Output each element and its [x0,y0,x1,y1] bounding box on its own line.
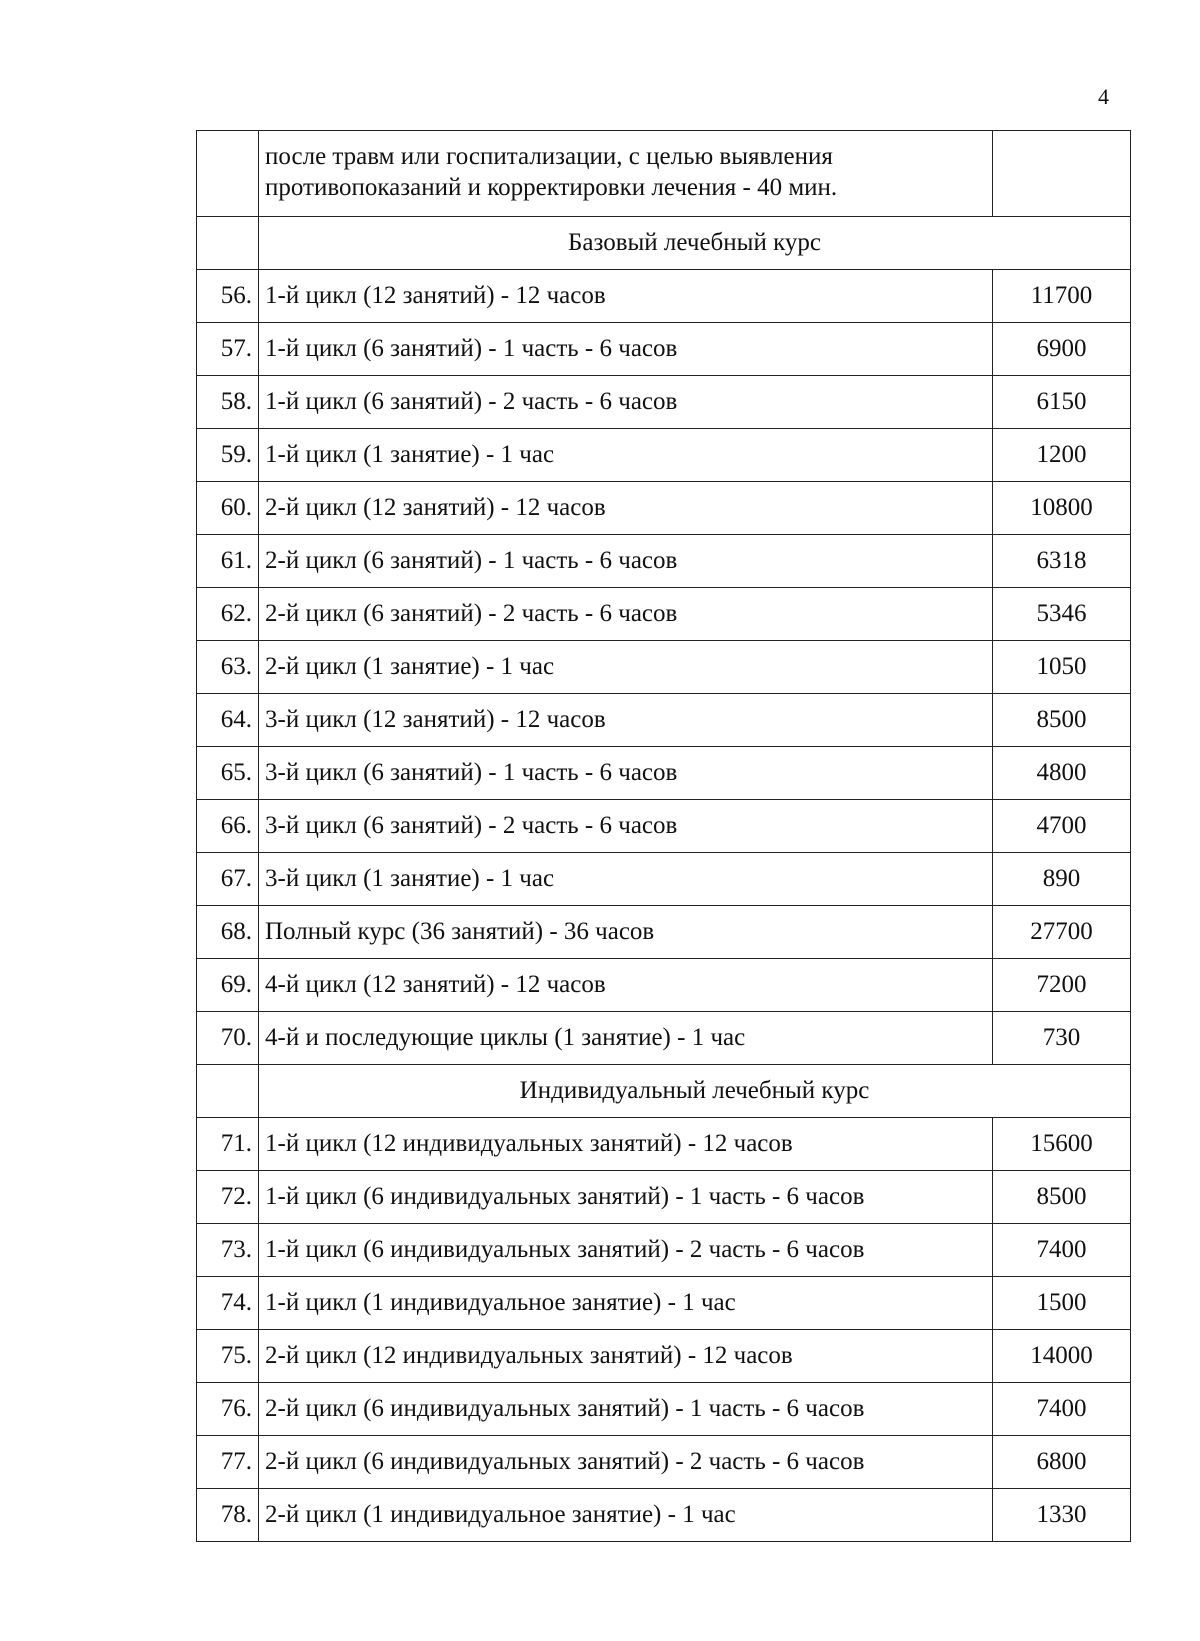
row-number: 78. [197,1489,259,1542]
row-price: 11700 [993,270,1131,323]
page-number: 4 [1098,84,1109,109]
row-number: 65. [197,747,259,800]
row-price: 8500 [993,1171,1131,1224]
row-number: 59. [197,429,259,482]
row-price: 890 [993,853,1131,906]
row-description: 3-й цикл (6 занятий) - 2 часть - 6 часов [259,800,993,853]
continuation-num-cell [197,131,259,217]
row-price: 8500 [993,694,1131,747]
row-price: 7400 [993,1224,1131,1277]
table-row [197,906,1131,959]
row-price: 5346 [993,588,1131,641]
section-title: Базовый лечебный курс [259,217,1131,270]
row-description: 1-й цикл (6 индивидуальных занятий) - 1 часть - 6 часов [259,1171,993,1224]
row-description: 1-й цикл (1 индивидуальное занятие) - 1 час [259,1277,993,1330]
row-description: Полный курс (36 занятий) - 36 часов [259,906,993,959]
table-row [197,1489,1131,1542]
row-description: 2-й цикл (12 индивидуальных занятий) - 12 часов [259,1330,993,1383]
continuation-description-line1: после травм или госпитализации, с целью выявления [265,143,833,170]
row-price: 14000 [993,1330,1131,1383]
row-description: 2-й цикл (1 занятие) - 1 час [259,641,993,694]
row-number: 56. [197,270,259,323]
row-price: 15600 [993,1118,1131,1171]
row-description: 2-й цикл (6 индивидуальных занятий) - 2 часть - 6 часов [259,1436,993,1489]
row-description: 3-й цикл (1 занятие) - 1 час [259,853,993,906]
row-price: 730 [993,1012,1131,1065]
table-row [197,1436,1131,1489]
section-header-num-cell [197,217,259,270]
row-number: 73. [197,1224,259,1277]
continuation-description [259,131,993,217]
row-description: 2-й цикл (6 занятий) - 1 часть - 6 часов [259,535,993,588]
table-row [197,1330,1131,1383]
table-row [197,853,1131,906]
row-number: 60. [197,482,259,535]
price-table-body [197,131,1131,1542]
row-number: 57. [197,323,259,376]
row-number: 69. [197,959,259,1012]
row-price: 1500 [993,1277,1131,1330]
row-description: 1-й цикл (6 занятий) - 1 часть - 6 часов [259,323,993,376]
row-price: 4800 [993,747,1131,800]
table-row [197,429,1131,482]
table-row [197,1012,1131,1065]
row-description: 2-й цикл (12 занятий) - 12 часов [259,482,993,535]
row-price: 27700 [993,906,1131,959]
row-number: 76. [197,1383,259,1436]
row-number: 58. [197,376,259,429]
row-description: 4-й и последующие циклы (1 занятие) - 1 час [259,1012,993,1065]
table-row [197,800,1131,853]
table-row [197,641,1131,694]
row-number: 66. [197,800,259,853]
table-row [197,270,1131,323]
row-price: 6900 [993,323,1131,376]
section-header-num-cell [197,1065,259,1118]
table-row [197,1118,1131,1171]
row-price: 6150 [993,376,1131,429]
table-row [197,1171,1131,1224]
table-row [197,1383,1131,1436]
row-price: 1050 [993,641,1131,694]
table-row [197,535,1131,588]
row-price: 1200 [993,429,1131,482]
row-number: 77. [197,1436,259,1489]
price-table [196,130,1131,1542]
row-price: 1330 [993,1489,1131,1542]
continuation-row [197,131,1131,217]
table-row [197,323,1131,376]
row-number: 63. [197,641,259,694]
row-description: 1-й цикл (12 индивидуальных занятий) - 12 часов [259,1118,993,1171]
row-description: 1-й цикл (12 занятий) - 12 часов [259,270,993,323]
row-description: 1-й цикл (6 занятий) - 2 часть - 6 часов [259,376,993,429]
section-header-row [197,217,1131,270]
row-price: 6318 [993,535,1131,588]
row-price: 6800 [993,1436,1131,1489]
row-number: 61. [197,535,259,588]
row-description: 3-й цикл (6 занятий) - 1 часть - 6 часов [259,747,993,800]
table-row [197,482,1131,535]
row-description: 1-й цикл (1 занятие) - 1 час [259,429,993,482]
continuation-description-line2: противопоказаний и корректировки лечения - 40 мин. [265,174,838,201]
row-description: 3-й цикл (12 занятий) - 12 часов [259,694,993,747]
row-description: 2-й цикл (6 занятий) - 2 часть - 6 часов [259,588,993,641]
section-header-row [197,1065,1131,1118]
row-number: 74. [197,1277,259,1330]
row-description: 4-й цикл (12 занятий) - 12 часов [259,959,993,1012]
row-number: 72. [197,1171,259,1224]
row-price: 4700 [993,800,1131,853]
table-row [197,694,1131,747]
table-row [197,959,1131,1012]
row-description: 1-й цикл (6 индивидуальных занятий) - 2 часть - 6 часов [259,1224,993,1277]
row-number: 62. [197,588,259,641]
row-number: 70. [197,1012,259,1065]
row-number: 68. [197,906,259,959]
row-number: 67. [197,853,259,906]
row-number: 75. [197,1330,259,1383]
row-number: 71. [197,1118,259,1171]
table-row [197,376,1131,429]
section-title: Индивидуальный лечебный курс [259,1065,1131,1118]
row-price: 7200 [993,959,1131,1012]
continuation-price [993,131,1131,217]
row-number: 64. [197,694,259,747]
row-description: 2-й цикл (1 индивидуальное занятие) - 1 час [259,1489,993,1542]
row-description: 2-й цикл (6 индивидуальных занятий) - 1 часть - 6 часов [259,1383,993,1436]
table-row [197,1224,1131,1277]
row-price: 10800 [993,482,1131,535]
table-row [197,747,1131,800]
table-row [197,1277,1131,1330]
table-row [197,588,1131,641]
row-price: 7400 [993,1383,1131,1436]
